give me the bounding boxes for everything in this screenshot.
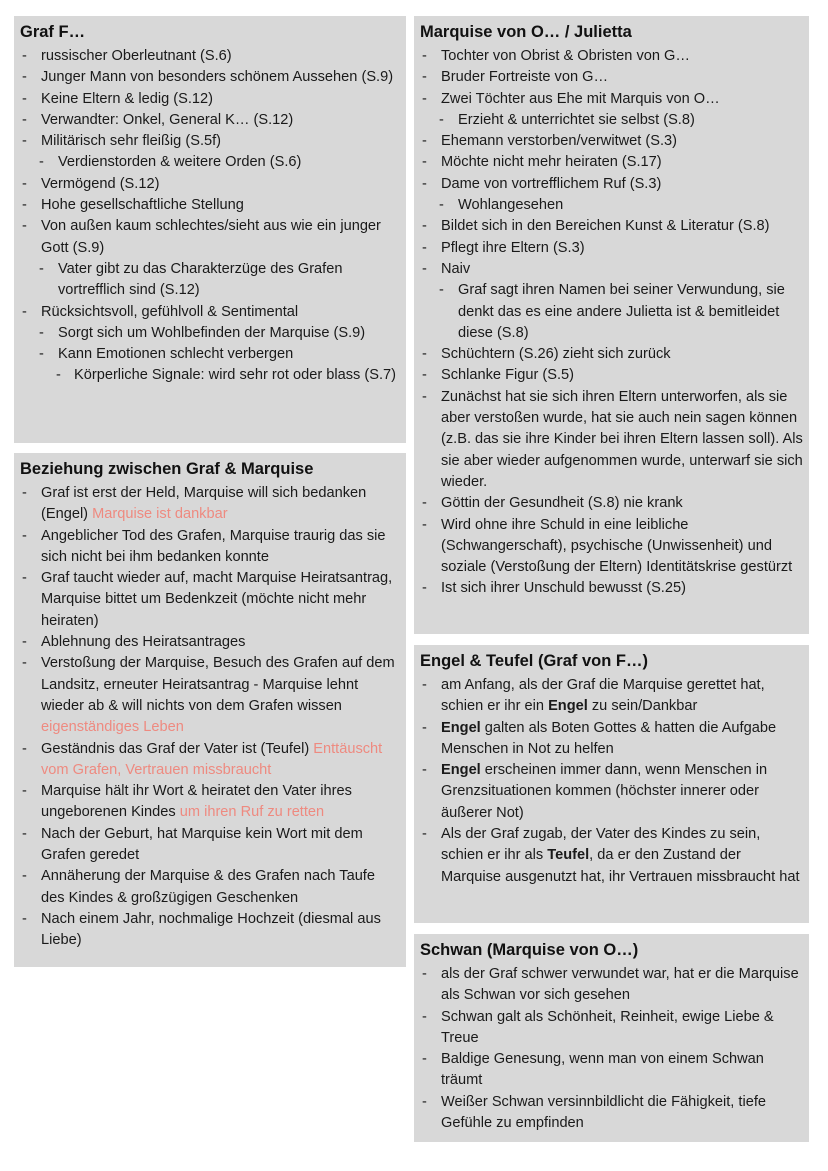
list-item: - als der Graf schwer verwundet war, hat er die Marquise als Schwan vor sich gesehen <box>420 964 803 1007</box>
list-item: - Von außen kaum schlechtes/sieht aus wie ein junger Gott (S.9) <box>20 216 400 259</box>
list-item: - Vermögend (S.12) <box>20 174 400 195</box>
beziehung-section-title: Beziehung zwischen Graf & Marquise <box>20 460 314 478</box>
graf-list <box>20 46 400 387</box>
schwan-section-title: Schwan (Marquise von O…) <box>420 941 639 959</box>
list-item: - Bildet sich in den Bereichen Kunst & Literatur (S.8) <box>420 216 803 237</box>
item-text: , da er den Zustand der Marquise ausgenutzt hat, ihr Vertrauen missbraucht hat <box>441 847 800 885</box>
marquise-list <box>420 46 803 600</box>
marquise-section-title: Marquise von O… / Julietta <box>420 23 632 41</box>
list-item: - Annäherung der Marquise & des Grafen nach Taufe des Kindes & großzügigen Geschenken <box>20 866 400 909</box>
list-item: - Junger Mann von besonders schönem Aussehen (S.9) <box>20 67 400 88</box>
red-note: Marquise ist dankbar <box>92 506 228 523</box>
list-item: - Angeblicher Tod des Grafen, Marquise traurig das sie sich nicht bei ihm bedanken konnte <box>20 526 400 569</box>
item-text: Marquise hält ihr Wort & heiratet den Vater ihres ungeborenen Kindes <box>41 783 352 821</box>
list-item: - russischer Oberleutnant (S.6) <box>20 46 400 67</box>
item-text: am Anfang, als der Graf die Marquise gerettet hat, schien er ihr ein <box>441 677 765 715</box>
beziehung-section <box>14 453 406 967</box>
list-item: - Dame von vortrefflichem Ruf (S.3) <box>420 174 803 195</box>
list-item: - Nach der Geburt, hat Marquise kein Wort mit dem Grafen geredet <box>20 824 400 867</box>
list-item: - Erzieht & unterrichtet sie selbst (S.8) <box>420 110 803 131</box>
list-item <box>20 739 400 782</box>
list-item <box>20 781 400 824</box>
bold-term: Teufel <box>547 847 590 864</box>
list-item: - Wohlangesehen <box>420 195 803 216</box>
bold-term: Engel <box>441 762 481 779</box>
bold-term: Engel <box>441 719 481 736</box>
list-item: - Graf taucht wieder auf, macht Marquise Heiratsantrag, Marquise bittet um Bedenkzeit (möchte nicht mehr heiraten) <box>20 568 400 632</box>
list-item: - Ablehnung des Heiratsantrages <box>20 632 400 653</box>
list-item: - Ehemann verstorben/verwitwet (S.3) <box>420 131 803 152</box>
engel-teufel-section <box>414 645 809 923</box>
list-item: - Schwan galt als Schönheit, Reinheit, ewige Liebe & Treue <box>420 1007 803 1050</box>
list-item: - Kann Emotionen schlecht verbergen <box>20 344 400 365</box>
red-note: Enttäuscht vom Grafen, Vertrauen missbraucht <box>41 740 383 778</box>
list-item <box>420 824 803 888</box>
item-text: Geständnis das Graf der Vater ist (Teufel) <box>41 740 314 757</box>
list-item: - Zwei Töchter aus Ehe mit Marquis von O… <box>420 89 803 110</box>
list-item <box>20 483 400 526</box>
item-text: Verstoßung der Marquise, Besuch des Grafen auf dem Landsitz, erneuter Heiratsantrag - Marquise lehnt wieder ab & will nichts von dem Grafen wissen <box>41 655 395 714</box>
list-item: - Hohe gesellschaftliche Stellung <box>20 195 400 216</box>
schwan-list <box>420 964 803 1134</box>
beziehung-list <box>20 483 400 952</box>
schwan-section <box>414 934 809 1142</box>
bold-term: Engel <box>548 698 588 715</box>
list-item: - Sorgt sich um Wohlbefinden der Marquise (S.9) <box>20 323 400 344</box>
list-item: - Ist sich ihrer Unschuld bewusst (S.25) <box>420 578 803 599</box>
marquise-section <box>414 16 809 634</box>
item-text: Graf ist erst der Held, Marquise will sich bedanken (Engel) <box>41 485 367 523</box>
engel-teufel-section-title: Engel & Teufel (Graf von F…) <box>420 652 648 670</box>
list-item: - Schlanke Figur (S.5) <box>420 365 803 386</box>
list-item: - Naiv <box>420 259 803 280</box>
list-item: - Göttin der Gesundheit (S.8) nie krank <box>420 493 803 514</box>
list-item <box>420 760 803 824</box>
list-item: - Wird ohne ihre Schuld in eine leibliche (Schwangerschaft), psychische (Unwissenheit) und soziale (Verstoßung der Eltern) Identitätskrise gestürzt <box>420 515 803 579</box>
item-text: Als der Graf zugab, der Vater des Kindes zu sein, schien er ihr als <box>441 826 761 864</box>
list-item: - Rücksichtsvoll, gefühlvoll & Sentimental <box>20 302 400 323</box>
list-item: - Militärisch sehr fleißig (S.5f) <box>20 131 400 152</box>
list-item: - Bruder Fortreiste von G… <box>420 67 803 88</box>
list-item <box>420 675 803 718</box>
item-text: erscheinen immer dann, wenn Menschen in Grenzsituationen kommen (höchster innerer oder äußerer Not) <box>441 762 768 821</box>
list-item: - Schüchtern (S.26) zieht sich zurück <box>420 344 803 365</box>
graf-section <box>14 16 406 443</box>
list-item: - Baldige Genesung, wenn man von einem Schwan träumt <box>420 1049 803 1092</box>
list-item: - Nach einem Jahr, nochmalige Hochzeit (diesmal aus Liebe) <box>20 909 400 952</box>
list-item: - Vater gibt zu das Charakterzüge des Grafen vortrefflich sind (S.12) <box>20 259 400 302</box>
red-note: eigenständiges Leben <box>41 719 184 736</box>
red-note: um ihren Ruf zu retten <box>179 804 325 821</box>
list-item: - Möchte nicht mehr heiraten (S.17) <box>420 152 803 173</box>
list-item: - Körperliche Signale: wird sehr rot oder blass (S.7) <box>20 365 400 386</box>
list-item: - Pflegt ihre Eltern (S.3) <box>420 238 803 259</box>
list-item <box>420 718 803 761</box>
list-item <box>20 653 400 738</box>
list-item: - Zunächst hat sie sich ihren Eltern unterworfen, als sie aber verstoßen wurde, hat sie auch nein sagen können (z.B. das sie ihre Kinder bei ihren Eltern lassen soll). Als sie aber wieder aufgenommen wurde, unterwarf sie sich wieder. <box>420 387 803 493</box>
list-item: - Graf sagt ihren Namen bei seiner Verwundung, sie denkt das es eine andere Julietta ist & bemitleidet diese (S.8) <box>420 280 803 344</box>
list-item: - Verwandter: Onkel, General K… (S.12) <box>20 110 400 131</box>
list-item: - Keine Eltern & ledig (S.12) <box>20 89 400 110</box>
item-text: galten als Boten Gottes & hatten die Aufgabe Menschen in Not zu helfen <box>441 719 777 757</box>
engel-teufel-list <box>420 675 803 888</box>
list-item: - Tochter von Obrist & Obristen von G… <box>420 46 803 67</box>
list-item: - Verdienstorden & weitere Orden (S.6) <box>20 152 400 173</box>
item-text: zu sein/Dankbar <box>587 698 698 715</box>
graf-section-title: Graf F… <box>20 23 86 41</box>
list-item: - Weißer Schwan versinnbildlicht die Fähigkeit, tiefe Gefühle zu empfinden <box>420 1092 803 1135</box>
